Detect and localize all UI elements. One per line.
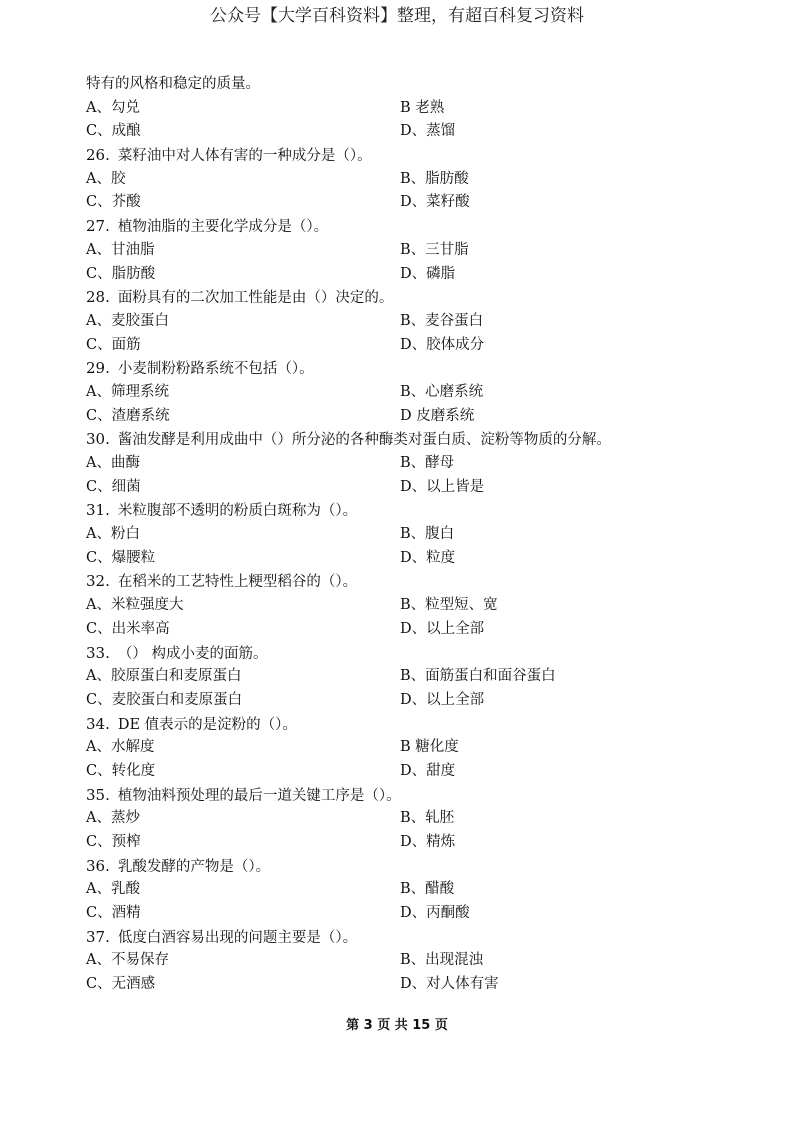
question-stem	[86, 570, 726, 594]
option-row	[86, 120, 726, 144]
option-c: C、麦胶蛋白和麦原蛋白	[86, 691, 243, 708]
question-stem	[86, 784, 726, 808]
option-b: B 老熟	[400, 99, 445, 116]
option-d: D 皮磨系统	[400, 407, 475, 424]
option-c: C、爆腰粒	[86, 549, 156, 566]
option-c: C、转化度	[86, 762, 156, 779]
question-text: 酱油发酵是利用成曲中（）所分泌的各种酶类对蛋白质、淀粉等物质的分解。	[117, 432, 611, 449]
option-b: B、脂肪酸	[400, 170, 469, 187]
question-text: 面粉具有的二次加工性能是由（）决定的。	[117, 290, 394, 307]
question-number: 32.	[86, 572, 110, 591]
option-a: A、粉白	[86, 526, 140, 543]
option-c: C、出米率高	[86, 620, 170, 637]
question-number: 29.	[86, 359, 110, 378]
option-c: C、酒精	[86, 905, 141, 922]
option-c: C、渣磨系统	[86, 407, 170, 424]
option-a: A、米粒强度大	[86, 597, 184, 614]
option-row	[86, 547, 726, 571]
option-d: D、磷脂	[400, 265, 456, 282]
question-stem	[86, 144, 726, 168]
option-c: C、细菌	[86, 478, 141, 495]
option-d: D、精炼	[400, 834, 456, 850]
option-row	[86, 973, 726, 997]
option-row	[86, 168, 726, 192]
option-b: B、粒型短、宽	[400, 597, 498, 614]
option-b: B、三甘脂	[400, 241, 469, 258]
option-b: B、轧胚	[400, 810, 455, 827]
question-number: 26.	[86, 146, 110, 165]
option-row	[86, 405, 726, 429]
question-text: 在稻米的工艺特性上粳型稻谷的（）。	[117, 574, 358, 591]
question-stem	[86, 926, 726, 950]
option-c: C、芥酸	[86, 194, 141, 211]
option-a: A、麦胶蛋白	[86, 312, 169, 329]
option-row	[86, 760, 726, 784]
question-stem	[86, 713, 726, 737]
option-b: B、腹白	[400, 526, 455, 543]
question-stem	[86, 286, 726, 310]
question-text: 菜籽油中对人体有害的一种成分是（）。	[117, 148, 372, 165]
page-header: 公众号【大学百科资料】整理，有超百科复习资料	[210, 6, 584, 26]
option-d: D、蒸馏	[400, 123, 456, 140]
question-text: （） 构成小麦的面筋。	[117, 645, 268, 662]
option-d: D、丙酮酸	[400, 905, 470, 922]
option-d: D、以上全部	[400, 691, 485, 708]
option-d: D、胶体成分	[400, 336, 485, 353]
option-c: C、无酒感	[86, 976, 156, 993]
option-b: B、麦谷蛋白	[400, 312, 484, 329]
option-a: A、筛理系统	[86, 383, 169, 400]
option-row	[86, 831, 726, 855]
option-row	[86, 97, 726, 121]
question-text: 低度白酒容易出现的问题主要是（）。	[117, 929, 358, 946]
question-text: 乳酸发酵的产物是（）。	[117, 858, 271, 875]
option-row	[86, 665, 726, 689]
option-a: A、胶	[86, 170, 126, 187]
option-row	[86, 334, 726, 358]
question-text: DE 值表示的是淀粉的（）。	[117, 716, 297, 733]
question-text: 植物油料预处理的最后一道关键工序是（）。	[117, 787, 401, 804]
question-number: 34.	[86, 714, 110, 733]
option-a: A、胶原蛋白和麦原蛋白	[86, 668, 242, 685]
question-stem	[86, 215, 726, 239]
option-row	[86, 878, 726, 902]
option-b: B、面筋蛋白和面谷蛋白	[400, 668, 556, 685]
option-row	[86, 523, 726, 547]
option-row	[86, 239, 726, 263]
option-c: C、面筋	[86, 336, 141, 353]
option-row	[86, 452, 726, 476]
page-footer: 第 3 页 共 15 页	[346, 1018, 448, 1033]
option-row	[86, 902, 726, 926]
option-row	[86, 949, 726, 973]
option-a: A、乳酸	[86, 881, 140, 898]
option-d: D、以上皆是	[400, 478, 485, 495]
option-d: D、对人体有害	[400, 976, 499, 993]
option-d: D、菜籽酸	[400, 194, 470, 211]
question-number: 27.	[86, 217, 110, 236]
question-stem	[86, 357, 726, 381]
option-row	[86, 476, 726, 500]
option-a: A、不易保存	[86, 952, 169, 969]
option-d: D、以上全部	[400, 620, 485, 637]
question-number: 35.	[86, 785, 110, 804]
option-b: B、酵母	[400, 455, 455, 471]
option-b: B、心磨系统	[400, 383, 484, 400]
option-a: A、曲酶	[86, 455, 140, 471]
question-number: 33.	[86, 643, 110, 662]
question-number: 30.	[86, 430, 110, 449]
option-row	[86, 310, 726, 334]
question-stem	[86, 499, 726, 523]
question-list	[86, 73, 726, 997]
option-row	[86, 736, 726, 760]
question-number: 37.	[86, 927, 110, 946]
option-d: D、甜度	[400, 762, 456, 779]
option-d: D、粒度	[400, 549, 456, 566]
option-a: A、甘油脂	[86, 241, 155, 258]
question-stem	[86, 428, 726, 452]
option-row	[86, 594, 726, 618]
option-b: B、醋酸	[400, 881, 455, 898]
question-number: 31.	[86, 501, 110, 520]
option-row	[86, 191, 726, 215]
option-c: C、预榨	[86, 834, 141, 850]
question-stem	[86, 855, 726, 879]
option-c: C、成酿	[86, 123, 141, 140]
question-text: 植物油脂的主要化学成分是（）。	[117, 219, 329, 236]
option-row	[86, 381, 726, 405]
question-stem	[86, 642, 726, 666]
question-number: 36.	[86, 856, 110, 875]
option-row	[86, 807, 726, 831]
question-number: 28.	[86, 288, 110, 307]
option-b: B 糖化度	[400, 739, 459, 756]
option-b: B、出现混浊	[400, 952, 484, 969]
question-text: 小麦制粉粉路系统不包括（）。	[117, 361, 314, 378]
option-a: A、蒸炒	[86, 810, 140, 827]
intro-text: 特有的风格和稳定的质量。	[86, 76, 260, 92]
option-row	[86, 618, 726, 642]
question-text: 米粒腹部不透明的粉质白斑称为（）。	[117, 503, 358, 520]
option-a: A、勾兑	[86, 99, 140, 116]
option-a: A、水解度	[86, 739, 155, 756]
option-row	[86, 263, 726, 287]
option-row	[86, 689, 726, 713]
option-c: C、脂肪酸	[86, 265, 156, 282]
